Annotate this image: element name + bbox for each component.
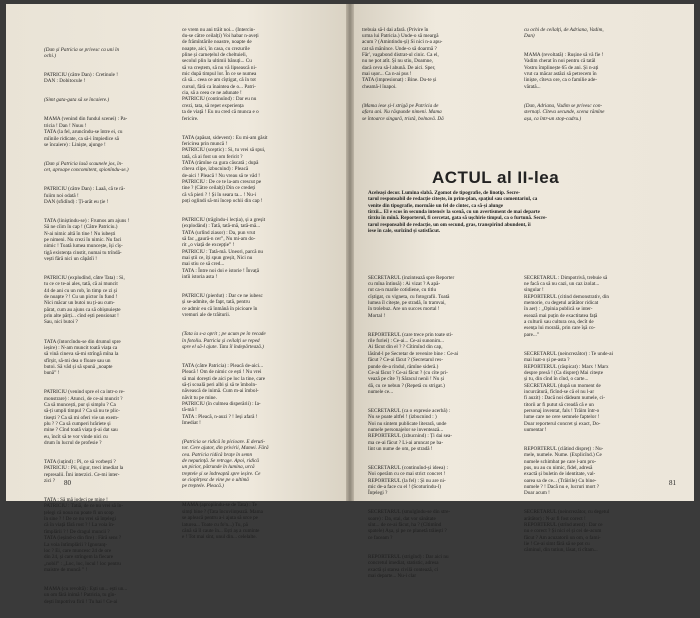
dialogue-block: PATRICIU (trăgîndu-i lecția), și a greșit (explodând) : Tată, tată-mă, tată-mă... TATA (urlînd ziasor) : Da, pun vrut să fac „gaură-n cer”, Nu mi-am do- rit „o viață de excepție” ! PATRICIU : Tată-mă. Uneori, parcă nu mai știi ce, îți spun greșit, Nici nu mai stiu ce să cred... TATA : Între noi doi e istorie ! Învață intîi istoria asta ! — [182, 217, 266, 281]
dialogue-block: REPORTERUL (clătind dispreț) : Nu- mele, numele. Nume. (Explicînd.) Ce numele schimbat pe care l-am pro- pus, nu au cu nimic, fidel, adresă exactă și buletin de identitate, val- oarea sa de ce... (Trăirile) Cu bine- numele ? ! Dacă nu e, lucruri mort ? Doar acum ! — [524, 445, 604, 497]
dialogue-block: SECRETARUL (neincrezător, cu degetul arătător) : N-ar fi fost corect ! REPORTERUL (strînd atent) : Dar ce nu e corect ? Și nici el și cei de-acum făcut ? Am acuzatorii un om, o fami- lie ! Ce-ai simt fără să se pot cu căminul, din tutiun, lăsat, ti cîtam... — [524, 509, 610, 554]
dialogue-block: PATRICIU (explodînd, către Tata) : Si, tu ce ce te-ai ales, tată, că ai muncit 44 de ani cu un rob, în timp ce zi și de noapte ? ! Cu un pictor în fund ! Nici măcar un butoi nu ți-au cum- părat, cum au ajuns ca să obișnuiește prin alte părți... cînd ești pensionat ! Sau, nici butoi ? — [44, 275, 125, 326]
page-number-left: 80 — [64, 479, 71, 487]
right-top-column-1 — [362, 14, 512, 135]
stage-direction: (Simt gata-gata să se încaiere.) — [44, 97, 110, 104]
stage-direction: (Tata ia s-a oprit ; pe acum pe în recade în fotoliu. Patricia și ceilalți se reped spre el să-l ajute. Tata îl îndepărtează.) — [182, 331, 266, 350]
dialogue-block: ce vrem nu ani trăit noi... (Intercin- du-se către ceilalți) Voi habar n-aveți de frămîntările noastre, noapte de noapte, aici, în casa, cu crezurile pline și carnețelul de cheltuieli, secolul plin la ultimii bănuți... Cu să va creștem, să nu vă lipsească ni- mic după timpul lor. În ce se numea că să... ceea ce am cîștigat, că în tot cursul, fără ca înaintea de o... Patri- cia, să a ceea ce ne adunate ! PATRICIU (continuînd) : Dar eu nu crezi, tata, să repet experiența ta de viață ! Eu nu cred că munca e o fericire. — [182, 26, 259, 122]
dialogue-block: TATA (liniștindu-se) : Frumos am ajuns ! Să ne cîim în cap ! (Către Patriciu.) N-ai nimic altă în tine ! Nu iubești pe nimeni. Nu crezi în nimic. Nu faci nimic ! Toată lumea muncește, își cîș- tigă existența cinstit, numai tu trîndă- vești fără nici un căpătîi ! — [44, 217, 130, 263]
right-page — [350, 4, 694, 579]
dialogue-block: SECRETARUL (smulgîndu-se din stre- soare) : Da, stai, dat vor sănătate sînt... de ce-ai făcut, ha ? (Cîtimînd spatele) Așa, și pe ce planetă trăiești ? ce faceam ? — [368, 509, 451, 541]
dialogue-block: trebuia să-l dai afară. (Privire în urma lui Patricia.) Unde-o să meargă acum ? (Amintindu-și) Si nici n-a apu- cat să mănînce. Unde-o să doarmă ? Făr', vagabond distrat-ul cinic. Ca el, nu ne pot atît. Și nu stiu, Doamne, dacă ceva să-l abună. De aici. Sper, mai ușor... Ca n-ai pus ! TATA (impresionat) : Bine. Du-te și cheamă-l înapoi. — [362, 26, 443, 90]
left-column-1 — [44, 34, 174, 618]
dialogue-block: PATRICIU (pierdut) : Dar ce ne iubesc și se-admite, de fapt, tată, pentru ce admir eu că înmănă în picioare în vremuri ale de trăiturii. — [182, 293, 263, 319]
dialogue-block: SECRETARUL (neincrezător) : Te unde-ai mai luat-o și pe-asta ? REPORTERUL (răspicat) : Marx ! Marx despre presă ! (Ca dispreț) Mai citește și tu, din cînd în cînd, o carte... SECRETARUL (după un moment de incurcătură, fîcînd-se că el nu l-ar fi auzit) : Dacă noi dădeam numele, ci- titorii ar fi putut să creadă că e un personaj inventat, fals ! Trăim într-o lume care ne cere semnele faptelor ! Doar reporterul concret și exact, Do- uumentar ! — [524, 350, 614, 433]
stage-direction: (Patricia se ridică în picioare. E deruti- tor. Cere ajutor, din privirii, Mamei. Fără cea. Patricia ridică brațe în semn de neputință. Se retrage. Apoi, ridică un picior, pătrunde în lumina, urcă treptele și se îndreaptă spre ieșire. Ce se ciopîrțesc de vine pe o ultimă pe treptele. Pleacă.) — [182, 439, 269, 490]
stage-direction: (Dan și Patricia lasă scaunele jos, în- cet, aproape concomitent, spionîndu-se.) — [44, 160, 129, 174]
page-number-right: 81 — [669, 479, 676, 487]
dialogue-block: SECRETARUL (ca o expresie acerbă) : Nu se poate altfel ! (izbucnind : ) Noi nu sintem publicate literară, unde numele personajelor se inventează... REPORTERUL (izbucnind) : Ți dai sea- ma ce-ai făcut ? Li-ai aruncat pe ba- lint un nume de om, pe stradă ! — [368, 407, 453, 452]
dialogue-block: MAMA (venind din fundul scenei) : Pa- tricia ! Dan ! Nuuu ! TATA (la fel, aruncîndu-se între ei, cu mîinile ridicate, ca să-i împiedice să se încaiere) : Liniște, ajunge ! — [44, 116, 128, 148]
right-bottom-column-1 — [368, 262, 518, 592]
stage-direction: (Dan și Patricia se privesc ca uni în ochi.) — [44, 46, 120, 60]
dialogue-block: TATA (apăsat, sidevent) : Eu mi-am găsit fericirea prin muncă ! PATRICIU (sceptic) : Si, tu vrei să spui, tată, că ai fost un om fericit ? TATA (rămîne ca gura căscată ; după cîteva clipe, izbucnind) : Pleacă de-aici ! Pleacă ! Nu vreau să te văd ! PATRICIU : De ce te la-am crescut pe tine ? (Către ceilalți) Din ce credeți că vă pieri ? ! Și în seara ta... ! Nu-i poți oglindi să-mi încep ochii din cap ! — [182, 134, 268, 204]
stage-direction: cu ochi de ceilalți, de Adriana, Vadim, Dan) — [524, 26, 604, 40]
dialogue-block: PATRICIU (către Dan) : Cretinule ! DAN : Dobitocule ! — [44, 72, 119, 85]
dialogue-block: SECRETARUL (continuînd-și ideea) : Noi operăm cu ce mai strict concret ! REPORTERUL (la fel) : Și nu are ni- mic de-a face cu el ! (Scoturindu-l) Înțelegi ? — [368, 465, 448, 497]
dialogue-block: REPORTERUL (strigînd) : Dar aici nu concretul imediat, statistic, adresa exactă și starea civilă contează, ci mai departe... Nu-i clar — [368, 553, 449, 579]
dialogue-block: PATRICIU (venind spre el ca intr-o re- monstrare) : Atunci, de ce-ai muncit ? Ca să muncești, pur și simplu ? Ca să-ți umpli timpul ? Ca să nu te plic- tisești ? Ca să mi oferi vie un exem- plu ? ? Ca să cumperi hrăriete și mine ? Cînd toată viața ți-ai dat sau eu, încît să te vor vinde nici cu drum în lucrul de profesie ? — [44, 389, 125, 446]
act-title: ACTUL al II-lea — [432, 168, 560, 187]
left-page — [6, 4, 350, 605]
book-spread — [6, 4, 694, 605]
dialogue-block: TATA (către Patricia) : Pleacă de-aici... Pleacă ! Om de nimic ce ești ! Nu vrei să mai dorești de aici pe loc la tine, care să-ți scoală peri albi și să te îmboln- năvească de inimă. Cum m-ai îmbol- năvit tu pe mine. PATRICIU (în culmea disperării) : Ia- tă-mă ! TATA : Pleacă, n-auzi ? ! Ieși afară ! Imediat ! — [182, 362, 266, 426]
right-top-column-2 — [524, 14, 674, 135]
dialogue-block: MAMA (revoltată) : Rușine să vă fie ! Vadim cherat în noi pentru că tatăl Vostru împlinește 65 de ani. Și n-ați vrut ca măcar astăzi să petrecem în liniște, cîteva ore, ca o familie ade- vărată... — [524, 52, 604, 90]
stage-direction: (Dan, Adriana, Vadim se privesc con- sternați. Cîteva secunde, scena rămîne așa, ca într-un stop-cadru.) — [524, 102, 605, 122]
left-column-2 — [182, 14, 322, 553]
right-bottom-column-2 — [524, 262, 674, 567]
dialogue-block: PATRICIU (către Dan) : Laaă, că te ră- fuiim noi odată ! DAN (sfidînd) : Ți-arăt eu ție ! — [44, 186, 126, 205]
dialogue-block: TATA (iuțind) : Pi, ce să vorbești ? PATRICIU : Pii, sigur, treci imediat la represalii. Îmi interzici. Ce-mi inter- zici ? — [44, 459, 124, 485]
dialogue-block: MAMA (cu revoltă) : Ești un... ești un... un om fără inimă ! Patricia, tu gîn- dești împotriva firii ! Tu hai ! Ce-ai — [44, 585, 128, 605]
dialogue-block: SECRETARUL : Dimpotrivă, trebuie să ne facă ca să nu cazi, un caz izolat... singular ! REPORTERUL (citind demonstrativ, din memorie, cu degetul arătător ridicat în aer) : „Opinia publică se inter- esează mai puțin de exactitatea față a culturii sau cultura cea, decît de esența lui morală, prin care îșă co- pare...” — [524, 274, 609, 338]
dialogue-block: TATA : Să mă jodeci pe mine ! PATRICIU : Tatiă, de ce nu vrei să în- țelegi că noua nu poate fi un scop în sine ? ! De ce nu vrei să înțelegi că în viață fără rost ? ! La voia în- tîmplării ? ! De dragul muncii ? TATA (ieșind-o din fire) : Fără sens ? La voia întîmplării ? Ignoranț- loc ? Ei, care muncesc 24 de ore din 24, și care strîngem la fiecare „nobil” : „Loc, loc, locul ! loc pentru maistre de muncă ” ! — [44, 497, 124, 573]
dialogue-block: SECRETARUL (inzintează spre Reporter cu mîna întinsă) : Ai vizat ? A apă- rut ca-n marile cotidiene, cu titlu cîștigat, cu vigneta, cu fotografii. Toată lumea îl citește, pe stradă, în tramvai, în trolebuz. Are un succes mortal ! Mortal ! — [368, 274, 455, 319]
act-intro: Aceleași decor. Lumina slabă. Zgomot de tipografie, de linotip. Secre- tarul responsabil de redacție citește, în prim-plan, spațiul sau comentariul, ca venite din tipografie, mormăie un fel de cîntec, ca să-și alunge tîrzii... El e scos în secunda intensiv la scenă, cu un avertisment de mai departe tîrziu în mînă. Reporterul, fi cercetat, gata să uşchirie timpul, ca o furtună. Secre- tarul responsabil de redacție, un om secund, gras, transpirînd abundent, îi iese în cale, surîzînd și satisfăcut. — [368, 190, 548, 235]
dialogue-block: MAMA (apropiindu-se de Tata) : Te simți bine ? (Tata încuviințează. Mama se apleacă pentru a-i ajuta să urce pe laturea... Toate cu fo'n...) Tu, pă cănă să îl caute în... Ești aș a cuminte e ! Tot mai sînt, unul din... celelalte. — [182, 502, 263, 541]
dialogue-block: REPORTERUL (care trece prin toate sti- rile furiei) : Ce-ai... Ce-ai sunonim... Ai făcut din el ? ? Cîtimînd din cap, lăsînd-l pe Secretar de revenire bine : Ce-ai făcut ? Ce-ai făcut ? (Secretarul res- punde de-a rîndul, rămîne sideră.) Ce-ai făcut ? Ce-ai făcut ? (cu cîte pri- vează pe cîte ?) Săracul nenii ! Nu și dă, cu ce nebun ? (Repetă cu strigat.) numele ce... — [368, 331, 459, 395]
stage-direction: (Mama iese și-l strigă pe Patricia de afara ani. Nu răspunde nimeni. Mama se întoarce singură, tristă, bolnavă. Dă — [362, 102, 444, 122]
book-gutter — [346, 4, 354, 501]
dialogue-block: TATA (întorcîndu-se din drumul spre ieșire) : N-am muncit toată viața ca să vină cineva să-mi strîngă mîna la sfîrșit, să-mi dea o floare sau un butoi. Să văd și să spună „noapte bună” ! — [44, 338, 121, 377]
